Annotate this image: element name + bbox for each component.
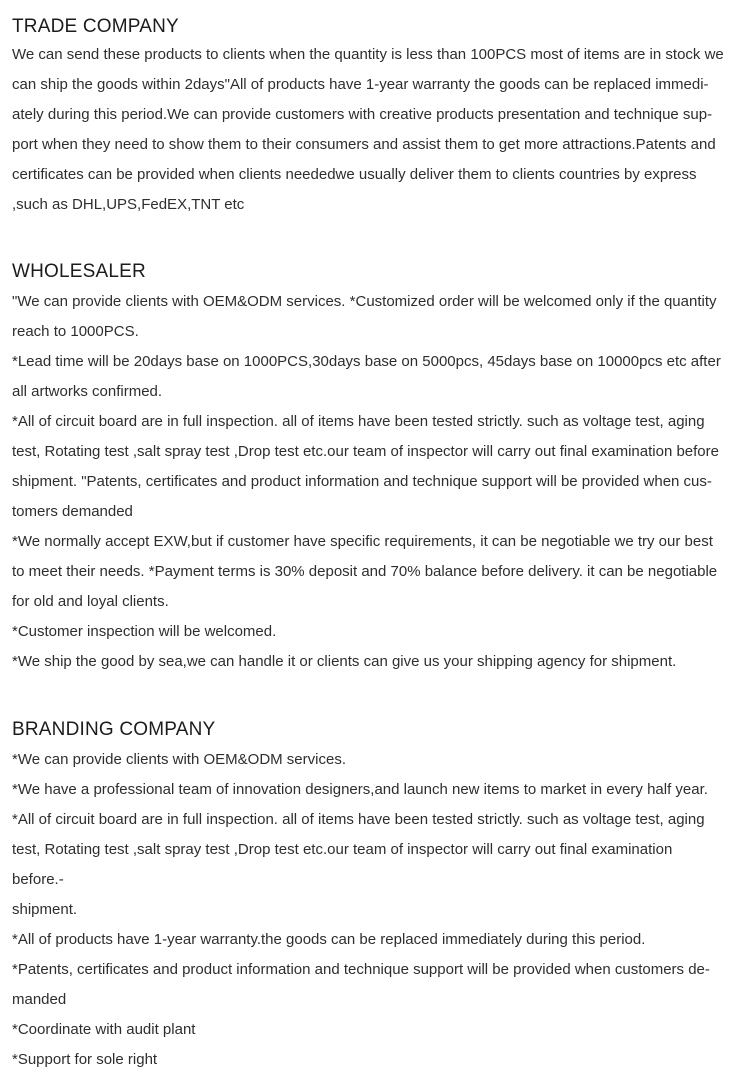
- wholesaler-paragraph: *Customer inspection will be welcomed.: [12, 623, 277, 640]
- branding-company-title: BRANDING COMPANY: [12, 719, 216, 740]
- wholesaler-paragraph: *We normally accept EXW,but if customer have specific requirements, it can be negotiable we try our best to meet their needs. *Payment terms is 30% deposit and 70% balance before delivery. it can be negotiable for old and loyal clients.: [12, 533, 718, 610]
- branding-paragraph: *Patents, certificates and product information and technique support will be provided when customers de- manded: [12, 961, 710, 1008]
- wholesaler-section: [12, 259, 724, 677]
- wholesaler-paragraph: *Lead time will be 20days base on 1000PCS,30days base on 5000pcs, 45days base on 10000pcs etc after all artworks confirmed.: [12, 353, 721, 400]
- trade-company-text: We can send these products to clients when the quantity is less than 100PCS most of items are in stock we can ship the goods within 2days"All of products have 1-year warranty the goods can be replaced immedi- ately during this period.We can provide customers with creative products presentation and technique sup- port when they need to show them to their consumers and assist them to get more attractions.Patents and certificates can be provided when clients neededwe usually deliver them to clients countries by express ,such as DHL,UPS,FedEX,TNT etc: [12, 46, 724, 213]
- branding-paragraphs: [12, 745, 724, 1075]
- wholesaler-paragraphs: [12, 287, 724, 677]
- wholesaler-title: WHOLESALER: [12, 261, 146, 282]
- wholesaler-paragraph: "We can provide clients with OEM&ODM services. *Customized order will be welcomed only if the quantity reach to 1000PCS.: [12, 293, 717, 340]
- branding-paragraph: *We have a professional team of innovation designers,and launch new items to market in every half year.: [12, 781, 708, 798]
- trade-company-title: TRADE COMPANY: [12, 16, 179, 37]
- branding-paragraph: *Coordinate with audit plant: [12, 1021, 196, 1038]
- wholesaler-paragraph: *We ship the good by sea,we can handle it or clients can give us your shipping agency for shipment.: [12, 653, 677, 670]
- branding-paragraph: *Support for sole right: [12, 1051, 158, 1068]
- branding-paragraph: *All of circuit board are in full inspection. all of items have been tested strictly. such as voltage test, aging test, Rotating test ,salt spray test ,Drop test etc.our team of inspector will carry out final examination before.- shipment.: [12, 811, 705, 918]
- wholesaler-paragraph: *All of circuit board are in full inspection. all of items have been tested strictly. such as voltage test, aging test, Rotating test ,salt spray test ,Drop test etc.our team of inspector will carry out final examination before shipment. "Patents, certificates and product information and technique support will be provided when cus- tomers demanded: [12, 413, 719, 520]
- trade-company-section: [12, 14, 724, 220]
- branding-paragraph: *We can provide clients with OEM&ODM services.: [12, 751, 346, 768]
- branding-company-section: [12, 717, 724, 1075]
- branding-paragraph: *All of products have 1-year warranty.the goods can be replaced immediately during this period.: [12, 931, 646, 948]
